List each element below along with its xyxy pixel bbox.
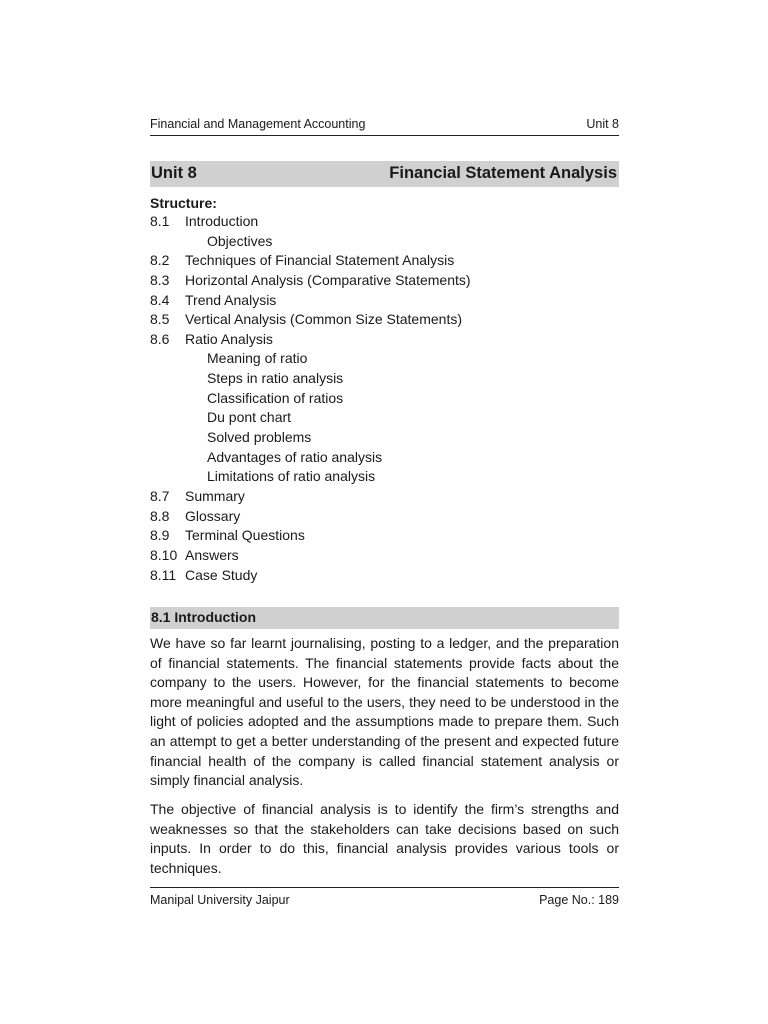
toc-text: Objectives [207, 232, 273, 249]
toc-text: Answers [185, 546, 239, 563]
toc-number: 8.5 [150, 311, 170, 328]
toc-item [150, 251, 619, 271]
toc-number: 8.11 [150, 566, 177, 583]
toc-text: Summary [185, 487, 245, 504]
toc-number: 8.4 [150, 291, 170, 308]
toc-number: 8.6 [150, 330, 170, 347]
body-paragraph: The objective of financial analysis is to identify the firm’s strengths and weaknesses so that the stakeholders can take decisions based on such inputs. In order to do this, financial analysis provides various tools or techniques. [150, 801, 619, 876]
header-unit: Unit 8 [586, 117, 619, 131]
toc-subitem [150, 349, 619, 369]
running-footer [150, 887, 619, 908]
toc-text: Techniques of Financial Statement Analysis [185, 252, 455, 269]
toc-text: Ratio Analysis [185, 330, 273, 347]
toc-text: Glossary [185, 507, 241, 524]
toc-number: 8.8 [150, 507, 170, 524]
unit-title: Financial Statement Analysis [389, 164, 617, 182]
toc-item [150, 291, 619, 311]
running-header [150, 115, 619, 136]
toc-number: 8.10 [150, 546, 178, 563]
toc-number: 8.9 [150, 527, 170, 544]
toc-subitem [150, 448, 619, 468]
toc-number: 8.7 [150, 487, 170, 504]
toc-text: Terminal Questions [185, 527, 305, 544]
toc-text: Horizontal Analysis (Comparative Statements) [185, 271, 471, 288]
toc-number: 8.3 [150, 271, 170, 288]
toc-subitem [150, 428, 619, 448]
toc-item [150, 507, 619, 527]
toc-text: Meaning of ratio [207, 350, 308, 367]
toc-item [150, 310, 619, 330]
toc-item [150, 487, 619, 507]
document-page [150, 0, 619, 1024]
toc-text: Advantages of ratio analysis [207, 448, 383, 465]
toc-subitem [150, 389, 619, 409]
section-heading: 8.1 Introduction [151, 609, 256, 625]
toc-text: Trend Analysis [185, 291, 277, 308]
body-paragraph: We have so far learnt journalising, posting to a ledger, and the preparation of financial statements. The financial statements provide facts about the company to the users. However, for the financial statements to become more meaningful and useful to the users, they need to be understood in the light of policies adopted and the assumptions made to prepare them. Such an attempt to get a better understanding of the present and expected future financial health of the company is called financial statement analysis or simply financial analysis. [150, 635, 619, 789]
page-number: Page No.: 189 [539, 893, 619, 907]
toc-text: Du pont chart [207, 409, 292, 426]
toc-number: 8.2 [150, 252, 170, 269]
toc-text: Case Study [185, 566, 258, 583]
toc-text: Steps in ratio analysis [207, 370, 344, 387]
toc-subitem [150, 232, 619, 252]
structure-heading: Structure: [150, 195, 217, 211]
toc-text: Introduction [185, 213, 259, 229]
toc-number: 8.1 [150, 213, 170, 229]
section-heading-bar [150, 607, 619, 629]
structure-list [150, 212, 619, 585]
toc-text: Vertical Analysis (Common Size Statements) [185, 311, 462, 328]
toc-text: Classification of ratios [207, 389, 344, 406]
toc-subitem [150, 408, 619, 428]
toc-subitem [150, 369, 619, 389]
toc-item [150, 526, 619, 546]
toc-item [150, 271, 619, 291]
course-title: Financial and Management Accounting [150, 117, 366, 131]
institution-name: Manipal University Jaipur [150, 893, 290, 907]
toc-item [150, 212, 619, 232]
toc-item [150, 546, 619, 566]
toc-text: Limitations of ratio analysis [207, 468, 376, 485]
toc-item [150, 566, 619, 586]
toc-item [150, 330, 619, 350]
toc-text: Solved problems [207, 429, 312, 446]
toc-subitem [150, 467, 619, 487]
unit-label: Unit 8 [151, 164, 197, 182]
unit-title-bar [150, 161, 619, 187]
